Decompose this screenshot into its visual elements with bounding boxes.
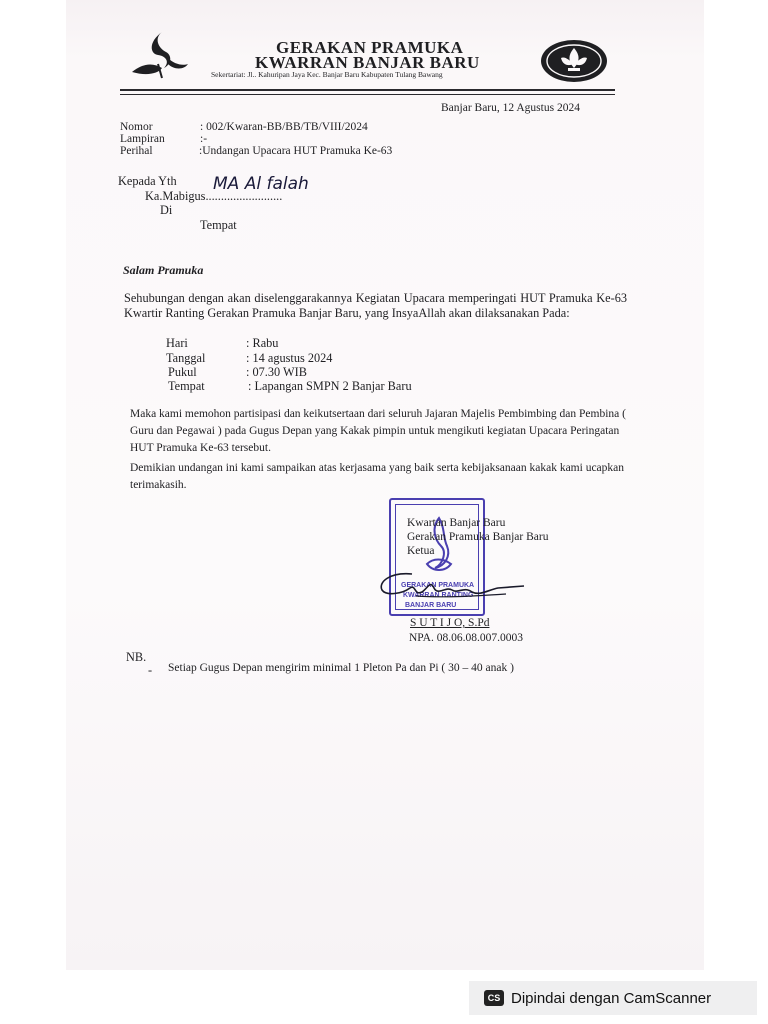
scout-emblem-logo	[539, 38, 609, 84]
addressee-tempat: Tempat	[200, 218, 237, 232]
stamp-text-line2: KWARRAN RANTING	[403, 592, 474, 599]
schedule-tanggal-label: Tanggal	[166, 351, 206, 365]
stamp-text-line3: BANJAR BARU	[405, 602, 457, 609]
perihal-label: Perihal	[120, 145, 153, 157]
nomor-label: Nomor	[120, 121, 153, 133]
signatory-npa: NPA. 08.06.08.007.0003	[409, 632, 523, 644]
letterhead-org-line1: GERAKAN PRAMUKA	[276, 38, 464, 57]
handwritten-addressee-name: MA Al falah	[213, 174, 309, 194]
place-date: Banjar Baru, 12 Agustus 2024	[441, 102, 580, 114]
schedule-tempat-value: : Lapangan SMPN 2 Banjar Baru	[248, 379, 412, 393]
addressee-ka-mabigus: Ka.Mabigus.........................	[145, 189, 283, 203]
intro-paragraph: Sehubungan dengan akan diselenggarakannya Kegiatan Upacara memperingati HUT Pramuka Ke-63 Kwartir Ranting Gerakan Pramuka Banjar Baru, yang InsyaAllah akan dilaksanakan Pada:	[124, 291, 627, 320]
signature-line3: Ketua	[407, 545, 435, 557]
schedule-pukul-value: : 07.30 WIB	[246, 365, 307, 379]
signatory-name: S U T I J O, S.Pd	[410, 617, 490, 629]
tunas-kelapa-logo	[128, 28, 190, 80]
signature-line2: Gerakan Pramuka Banjar Baru	[407, 531, 549, 543]
camscanner-label: Dipindai dengan CamScanner	[511, 989, 712, 1007]
letterhead-rule-thick	[120, 89, 615, 91]
lampiran-label: Lampiran	[120, 133, 165, 145]
addressee-di: Di	[160, 203, 173, 217]
schedule-hari-value: : Rabu	[246, 336, 279, 350]
greeting: Salam Pramuka	[123, 263, 204, 277]
letterhead-address: Sekertariat: Jl.. Kahuripan Jaya Kec. Banjar Baru Kabupaten Tulang Bawang	[211, 70, 443, 79]
lampiran-value: :-	[200, 133, 208, 145]
note-label: NB.	[126, 650, 147, 664]
nomor-value: : 002/Kwaran-BB/BB/TB/VIII/2024	[200, 121, 368, 133]
camscanner-watermark	[469, 981, 757, 1015]
handwritten-signature	[376, 566, 526, 606]
request-paragraph: Maka kami memohon partisipasi dan keikutsertaan dari seluruh Jajaran Majelis Pembimbing dan Pembina ( Guru dan Pegawai ) pada Gugus Depan yang Kakak pimpin untuk mengikuti kegiatan Upacara Peringatan HUT Pramuka Ke-63 tersebut.	[130, 408, 626, 454]
schedule-pukul-label: Pukul	[168, 365, 197, 379]
note-bullet: -	[148, 663, 153, 677]
camscanner-icon: CS	[484, 990, 504, 1006]
schedule-tempat-label: Tempat	[168, 379, 205, 393]
stamp-text-line1: GERAKAN PRAMUKA	[401, 582, 475, 589]
letterhead-org-line2: KWARRAN BANJAR BARU	[255, 53, 480, 72]
note-text: Setiap Gugus Depan mengirim minimal 1 Pleton Pa dan Pi ( 30 – 40 anak )	[168, 662, 514, 674]
closing-paragraph: Demikian undangan ini kami sampaikan atas kerjasama yang baik serta kebijaksanaan kakak kami ucapkan terimakasih.	[130, 462, 625, 491]
letterhead-rule-thin	[120, 94, 615, 95]
signature-line1: Kwartan Banjar Baru	[407, 517, 506, 529]
perihal-value: :Undangan Upacara HUT Pramuka Ke-63	[199, 145, 393, 157]
addressee-kepada: Kepada Yth	[118, 174, 177, 188]
schedule-hari-label: Hari	[166, 336, 188, 350]
schedule-tanggal-value: : 14 agustus 2024	[246, 351, 333, 365]
